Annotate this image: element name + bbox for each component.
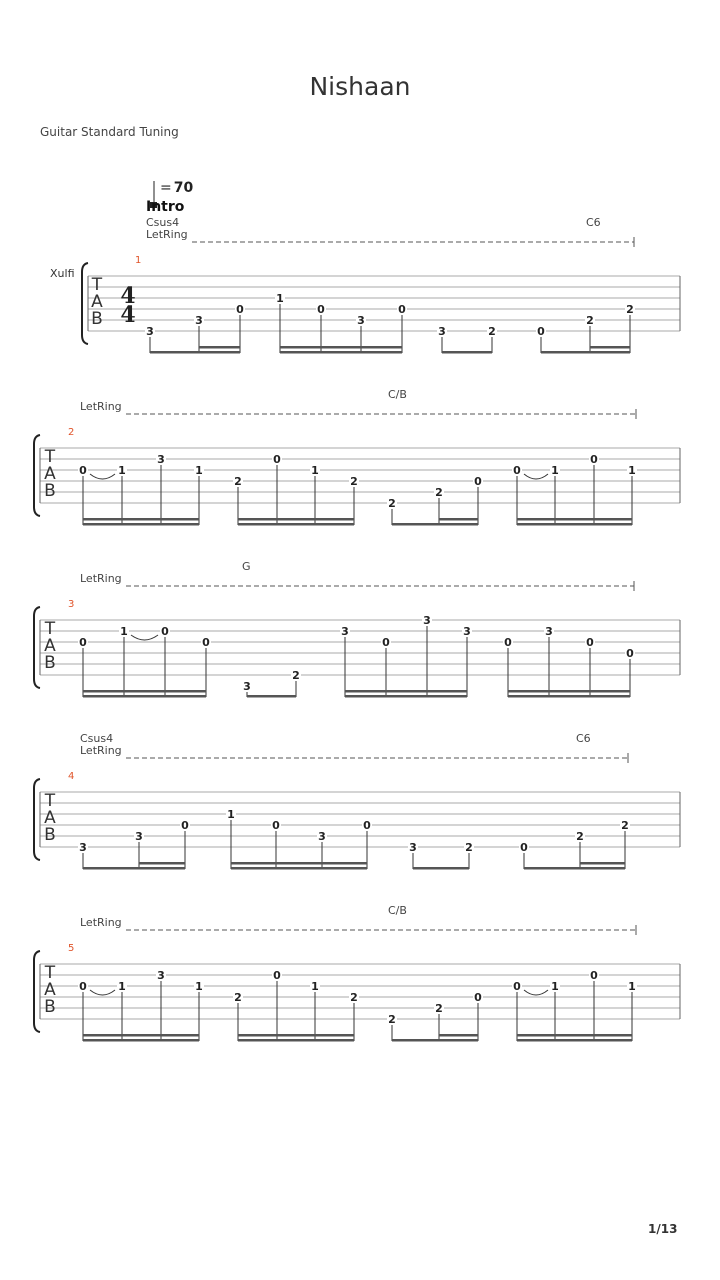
fret-number: 0 [537,325,545,338]
fret-number: 0 [590,453,598,466]
measure-number: 1 [135,255,142,266]
tab-clef-letter: B [44,653,56,673]
fret-number: 1 [311,980,319,993]
chord-name: C/B [388,904,407,917]
beam-secondary [199,346,240,349]
tempo-equals: = [160,180,172,196]
beam-secondary [83,1034,199,1037]
tempo-bpm: 70 [173,180,194,196]
tab-clef-letter: B [44,997,56,1017]
fret-number: 1 [551,464,559,477]
tab-clef-letter: T [44,447,56,467]
beam-secondary [439,1034,478,1037]
fret-number: 0 [79,980,87,993]
beam-secondary [517,1034,632,1037]
tab-clef-letter: A [44,636,56,656]
fret-number: 0 [474,991,482,1004]
tie [524,474,548,479]
fret-number: 1 [118,980,126,993]
tab-system [82,237,680,354]
time-signature-top: 4 [120,283,136,309]
beam-secondary [83,690,206,693]
fret-number: 1 [195,980,203,993]
chord-name: G [242,560,251,573]
tab-system [34,753,680,870]
chord-name: Csus4 [146,216,180,229]
fret-number: 1 [227,808,235,821]
fret-number: 0 [79,464,87,477]
fret-number: 1 [628,980,636,993]
beam [413,867,469,870]
beam [231,867,367,870]
tuning-label: Guitar Standard Tuning [40,125,179,139]
beam-secondary [345,690,467,693]
beam [83,867,185,870]
fret-number: 2 [576,830,584,843]
chord-name: C6 [576,732,591,745]
tab-clef-letter: T [44,791,56,811]
system-bracket [34,435,40,516]
fret-number: 0 [363,819,371,832]
fret-number: 0 [181,819,189,832]
tab-clef-letter: B [91,309,103,329]
tab-clef-letter: T [91,275,103,295]
tab-system [34,581,680,698]
beam [238,523,354,526]
instrument-name: Xulfi [50,267,75,280]
tab-clef-letter: A [44,808,56,828]
fret-number: 2 [435,1002,443,1015]
beam-secondary [508,690,630,693]
tab-system [34,925,680,1042]
tie [90,990,115,995]
fret-number: 1 [276,292,284,305]
fret-number: 1 [120,625,128,638]
tie [524,990,548,995]
fret-number: 0 [236,303,244,316]
section-marker: Intro [146,199,185,215]
fret-number: 3 [357,314,365,327]
fret-number: 2 [350,991,358,1004]
beam [83,1039,199,1042]
tab-clef-letter: A [44,464,56,484]
fret-number: 3 [243,680,251,693]
beam [150,351,240,354]
beam [83,695,206,698]
let-ring-label: LetRing [80,572,122,585]
beam [280,351,402,354]
fret-number: 2 [465,841,473,854]
beam-secondary [517,518,632,521]
fret-number: 0 [590,969,598,982]
beam-secondary [280,346,402,349]
fret-number: 2 [388,1013,396,1026]
fret-number: 2 [626,303,634,316]
fret-number: 3 [409,841,417,854]
chord-name: C6 [586,216,601,229]
fret-number: 0 [273,969,281,982]
fret-number: 0 [317,303,325,316]
tab-system [34,409,680,526]
tab-clef-letter: A [91,292,103,312]
fret-number: 3 [157,969,165,982]
song-title: Nishaan [309,72,411,101]
let-ring-label: LetRing [80,744,122,757]
beam-secondary [139,862,185,865]
beam [392,1039,478,1042]
system-bracket [34,779,40,860]
tab-clef-letter: T [44,963,56,983]
fret-number: 3 [146,325,154,338]
beam-secondary [231,862,367,865]
beam [238,1039,354,1042]
beam [517,523,632,526]
beam-secondary [580,862,625,865]
fret-number: 0 [382,636,390,649]
beam [442,351,492,354]
fret-number: 3 [341,625,349,638]
fret-number: 2 [234,475,242,488]
beam [524,867,625,870]
beam [541,351,630,354]
time-signature-bottom: 4 [120,302,136,328]
fret-number: 0 [504,636,512,649]
fret-number: 0 [586,636,594,649]
fret-number: 0 [79,636,87,649]
beam-secondary [590,346,630,349]
beam-secondary [238,518,354,521]
fret-number: 3 [438,325,446,338]
fret-number: 0 [474,475,482,488]
fret-number: 1 [311,464,319,477]
fret-number: 0 [272,819,280,832]
fret-number: 2 [234,991,242,1004]
fret-number: 2 [350,475,358,488]
beam [517,1039,632,1042]
fret-number: 3 [545,625,553,638]
tie [131,635,158,640]
fret-number: 0 [626,647,634,660]
fret-number: 2 [435,486,443,499]
let-ring-label: LetRing [80,400,122,413]
beam [508,695,630,698]
tab-clef-letter: T [44,619,56,639]
measure-number: 3 [68,599,75,610]
beam [247,695,296,698]
chord-name: C/B [388,388,407,401]
fret-number: 2 [388,497,396,510]
measure-number: 2 [68,427,75,438]
beam [83,523,199,526]
fret-number: 0 [520,841,528,854]
system-bracket [34,951,40,1032]
beam [392,523,478,526]
fret-number: 3 [157,453,165,466]
page-number: 1/13 [648,1222,678,1236]
tab-clef-letter: B [44,825,56,845]
fret-number: 1 [628,464,636,477]
fret-number: 0 [202,636,210,649]
fret-number: 2 [292,669,300,682]
fret-number: 3 [195,314,203,327]
beam [345,695,467,698]
system-bracket [82,263,88,344]
system-bracket [34,607,40,688]
fret-number: 3 [135,830,143,843]
let-ring-label: LetRing [146,228,188,241]
fret-number: 2 [488,325,496,338]
fret-number: 0 [513,464,521,477]
fret-number: 0 [398,303,406,316]
fret-number: 0 [161,625,169,638]
tie [90,474,115,479]
fret-number: 3 [79,841,87,854]
fret-number: 1 [195,464,203,477]
measure-number: 4 [68,771,75,782]
fret-number: 3 [463,625,471,638]
tab-clef-letter: A [44,980,56,1000]
fret-number: 1 [118,464,126,477]
beam-secondary [83,518,199,521]
fret-number: 2 [586,314,594,327]
fret-number: 2 [621,819,629,832]
measure-number: 5 [68,943,75,954]
fret-number: 0 [273,453,281,466]
fret-number: 0 [513,980,521,993]
fret-number: 3 [318,830,326,843]
beam-secondary [238,1034,354,1037]
tab-clef-letter: B [44,481,56,501]
chord-name: Csus4 [80,732,114,745]
beam-secondary [439,518,478,521]
fret-number: 3 [423,614,431,627]
fret-number: 1 [551,980,559,993]
let-ring-label: LetRing [80,916,122,929]
